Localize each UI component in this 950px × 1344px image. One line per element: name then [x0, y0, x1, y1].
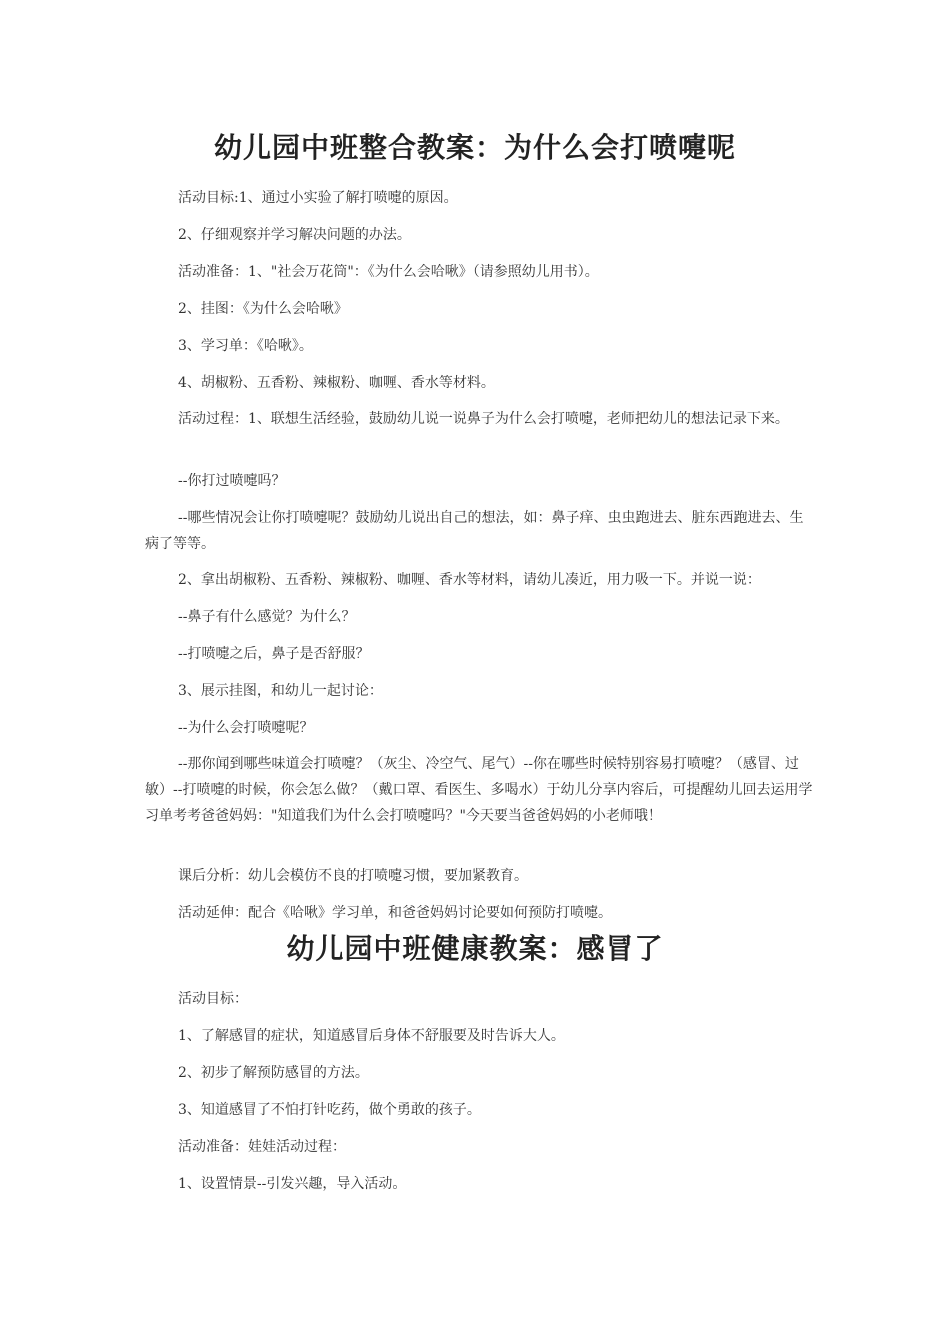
section1-paragraph: 3、展示挂图，和幼儿一起讨论： — [178, 683, 383, 699]
section2-title: 幼儿园中班健康教案：感冒了 — [286, 932, 664, 965]
section1-paragraph: --鼻子有什么感觉？为什么？ — [178, 609, 356, 625]
section1-paragraph: 活动准备：1、"社会万花筒"：《为什么会哈啾》（请参照幼儿用书）。 — [178, 264, 599, 280]
section1-paragraph: 3、学习单：《哈啾》。 — [178, 338, 313, 354]
section2-paragraph: 1、设置情景--引发兴趣，导入活动。 — [178, 1176, 407, 1192]
section2-paragraph: 3、知道感冒了不怕打针吃药，做个勇敢的孩子。 — [178, 1102, 481, 1118]
section1-paragraph: 2、挂图：《为什么会哈啾》 — [178, 301, 348, 317]
section1-paragraph: 2、拿出胡椒粉、五香粉、辣椒粉、咖喱、香水等材料，请幼儿凑近，用力吸一下。并说一说： — [178, 572, 761, 588]
section1-paragraph: --那你闻到哪些味道会打喷嚏？（灰尘、冷空气、尾气）--你在哪些时候特别容易打喷嚏？（感冒、过敏）--打喷嚏的时候，你会怎么做？（戴口罩、看医生、多喝水）于幼儿分享内容后，可提醒幼儿回去运用学习单考考爸爸妈妈："知道我们为什么会打喷嚏吗？"今天要当爸爸妈妈的小老师哦！ — [145, 756, 813, 824]
section1-paragraph: --你打过喷嚏吗？ — [178, 473, 286, 489]
section1-paragraph: 2、仔细观察并学习解决问题的办法。 — [178, 227, 411, 243]
section1-paragraph: 课后分析：幼儿会模仿不良的打喷嚏习惯，要加紧教育。 — [178, 868, 528, 884]
section1-paragraph: --哪些情况会让你打喷嚏呢？鼓励幼儿说出自己的想法，如：鼻子痒、虫虫跑进去、脏东西跑进去、生病了等等。 — [145, 510, 804, 552]
section1-paragraph: 4、胡椒粉、五香粉、辣椒粉、咖喱、香水等材料。 — [178, 375, 495, 391]
section2-paragraph: 活动目标： — [178, 991, 248, 1007]
section2-paragraph: 2、初步了解预防感冒的方法。 — [178, 1065, 369, 1081]
section1-paragraph: 活动延伸：配合《哈啾》学习单，和爸爸妈妈讨论要如何预防打喷嚏。 — [178, 905, 612, 921]
section1-title: 幼儿园中班整合教案：为什么会打喷嚏呢 — [213, 131, 736, 164]
section2-paragraph: 活动准备：娃娃活动过程： — [178, 1139, 346, 1155]
section1-paragraph: --为什么会打喷嚏呢？ — [178, 720, 314, 736]
section1-paragraph: 活动过程：1、联想生活经验，鼓励幼儿说一说鼻子为什么会打喷嚏，老师把幼儿的想法记录下来。 — [178, 411, 789, 427]
section1-paragraph: 活动目标:1、通过小实验了解打喷嚏的原因。 — [178, 190, 458, 206]
section1-paragraph: --打喷嚏之后，鼻子是否舒服？ — [178, 646, 370, 662]
section2-paragraph: 1、了解感冒的症状，知道感冒后身体不舒服要及时告诉大人。 — [178, 1028, 565, 1044]
